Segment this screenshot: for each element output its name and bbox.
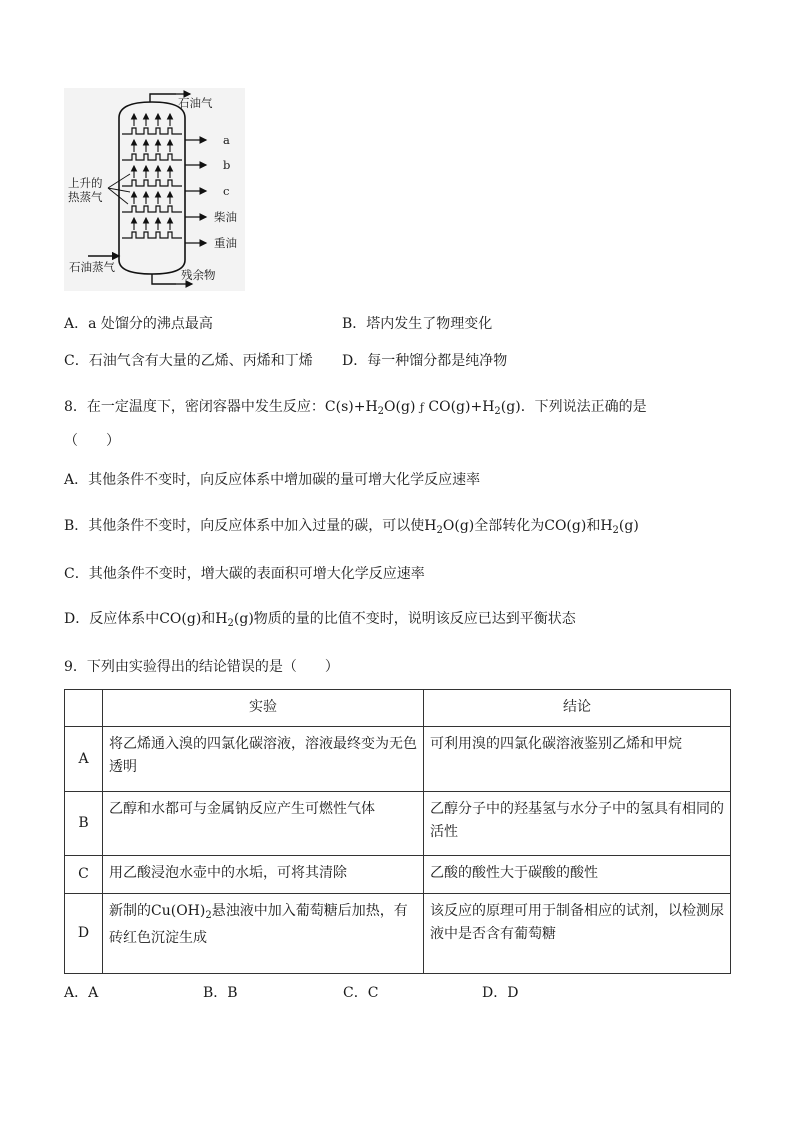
row-experiment-tail: 悬浊液中加入葡萄糖后加热，有砖红色沉淀生成 [109, 903, 408, 946]
q9-table [64, 689, 731, 974]
row-experiment: 乙醇和水都可与金属钠反应产生可燃性气体 [103, 792, 424, 856]
q8-stem-suffix: ．下列说法正确的是 [520, 399, 647, 415]
label-petroleum-gas: 石油气 [178, 96, 213, 110]
q8-eq-left: C(s)+H [324, 399, 378, 415]
q8-eq-right-tail: (g) [500, 399, 521, 415]
q9-option-d: D．D [482, 985, 519, 1001]
q9-option-b: B．B [203, 985, 238, 1001]
q8-eq-left-sub: 2 [377, 406, 385, 417]
q8-option-d-sub: 2 [227, 618, 234, 629]
table-row [65, 792, 731, 856]
label-diesel: 柴油 [214, 210, 237, 224]
distillation-tower-figure [64, 88, 245, 291]
row-letter: A [65, 727, 103, 792]
q8-eq-right-sub: 2 [494, 406, 501, 417]
q8-blank: （ ） [64, 433, 120, 449]
q8-stem-prefix: 8．在一定温度下，密闭容器中发生反应： [64, 399, 325, 415]
row-letter: B [65, 792, 103, 856]
row-letter: D [65, 894, 103, 974]
row-letter: C [65, 856, 103, 894]
q8-option-b-prefix: B．其他条件不变时，向反应体系中加入过量的碳，可以使H [64, 518, 437, 534]
q8-option-d-tail: (g)物质的量的比值不变时，说明该反应已达到平衡状态 [233, 611, 576, 627]
q9-option-a: A．A [64, 985, 99, 1001]
table-header-conclusion: 结论 [424, 690, 731, 727]
q9-stem: 9．下列由实验得出的结论错误的是（ ） [64, 659, 339, 675]
q7-option-d: D．每一种馏分都是纯净物 [342, 353, 508, 369]
q8-eq-right: CO(g)+H [428, 399, 495, 415]
table-header-row [65, 690, 731, 727]
q9-option-c: C．C [343, 985, 379, 1001]
label-fraction-c: c [223, 184, 230, 198]
q8-option-b-tail: (g) [618, 518, 639, 534]
row-experiment [103, 894, 424, 974]
row-conclusion: 该反应的原理可用于制备相应的试剂，以检测尿液中是否含有葡萄糖 [424, 894, 731, 974]
q8-option-b-sub1: 2 [436, 525, 443, 536]
row-conclusion: 乙醇分子中的羟基氢与水分子中的氢具有相同的活性 [424, 792, 731, 856]
label-heavy-oil: 重油 [214, 236, 237, 250]
q7-option-b: B．塔内发生了物理变化 [342, 316, 493, 332]
label-fraction-a: a [223, 133, 230, 147]
label-rising-vapor-1: 上升的 [68, 176, 103, 190]
q8-eq-arrow: ƒ [419, 401, 424, 414]
table-row [65, 856, 731, 894]
q8-option-b-sub2: 2 [612, 525, 619, 536]
table-row [65, 727, 731, 792]
q8-option-d-prefix: D．反应体系中CO(g)和H [64, 611, 228, 627]
label-fraction-b: b [223, 158, 231, 172]
q7-option-c: C．石油气含有大量的乙烯、丙烯和丁烯 [64, 353, 313, 369]
q8-eq-left-tail: O(g) [384, 399, 416, 415]
label-petroleum-vapor: 石油蒸气 [69, 260, 115, 274]
table-header-blank [65, 690, 103, 727]
q8-option-c: C．其他条件不变时，增大碳的表面积可增大化学反应速率 [64, 566, 425, 582]
q8-option-a: A．其他条件不变时，向反应体系中增加碳的量可增大化学反应速率 [64, 472, 481, 488]
q8-option-d [64, 608, 576, 629]
q7-option-a: A．a 处馏分的沸点最高 [64, 316, 213, 332]
q8-option-b [64, 515, 639, 536]
q8-option-b-mid: O(g)全部转化为CO(g)和H [442, 518, 613, 534]
row-conclusion: 乙酸的酸性大于碳酸的酸性 [424, 856, 731, 894]
row-conclusion: 可利用溴的四氯化碳溶液鉴别乙烯和甲烷 [424, 727, 731, 792]
q8-stem [64, 396, 647, 417]
table-header-experiment: 实验 [103, 690, 424, 727]
label-rising-vapor-2: 热蒸气 [68, 190, 103, 204]
row-experiment: 用乙酸浸泡水壶中的水垢，可将其清除 [103, 856, 424, 894]
label-residue: 残余物 [181, 268, 216, 282]
row-experiment-prefix: 新制的Cu(OH) [109, 903, 206, 919]
table-row [65, 894, 731, 974]
row-experiment-sub: 2 [205, 910, 212, 921]
row-experiment: 将乙烯通入溴的四氯化碳溶液，溶液最终变为无色透明 [103, 727, 424, 792]
